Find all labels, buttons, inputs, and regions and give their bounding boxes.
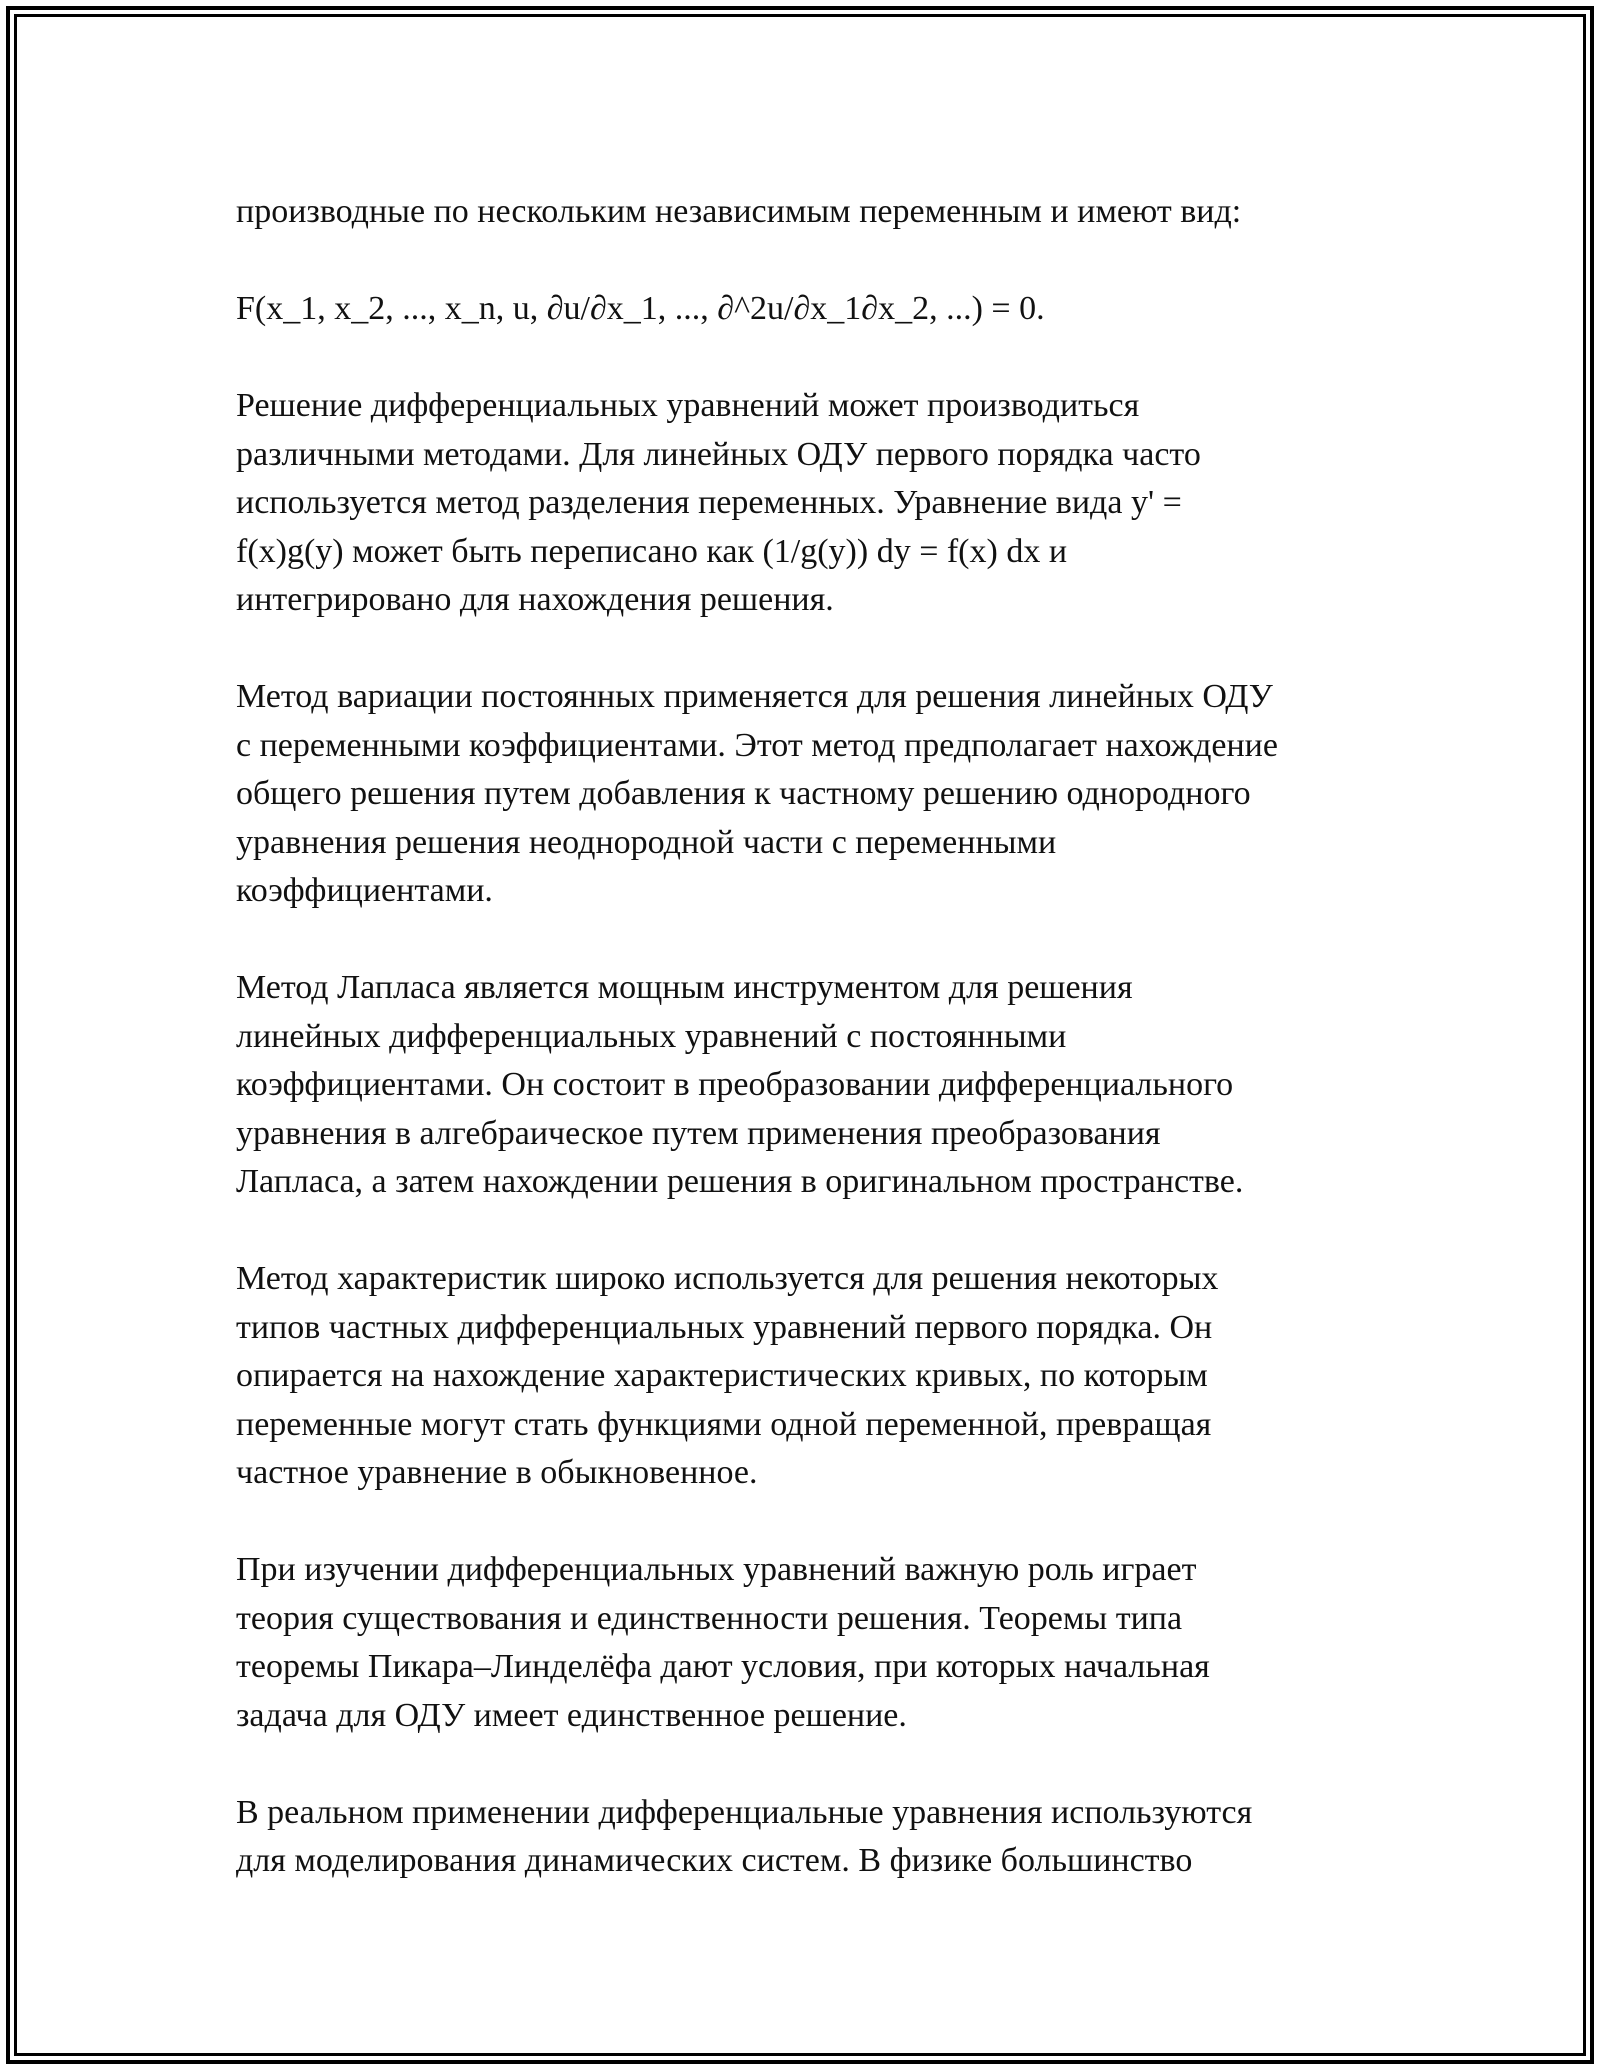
text-line: переменные могут стать функциями одной переменной, превращая bbox=[236, 1405, 1212, 1443]
paragraph-characteristics-method bbox=[236, 1255, 1376, 1498]
paragraph-pde-formula bbox=[236, 285, 1376, 334]
text-line: В реальном применении дифференциальные уравнения используются bbox=[236, 1793, 1253, 1831]
paragraph-laplace-method bbox=[236, 964, 1376, 1207]
text-line: типов частных дифференциальных уравнений первого порядка. Он bbox=[236, 1308, 1213, 1346]
text-line: задача для ОДУ имеет единственное решение. bbox=[236, 1696, 907, 1734]
document-body bbox=[236, 188, 1376, 1934]
text-line: теория существования и единственности решения. Теоремы типа bbox=[236, 1599, 1183, 1637]
text-line: для моделирования динамических систем. В физике большинство bbox=[236, 1842, 1193, 1879]
text-line: уравнения решения неоднородной части с переменными bbox=[236, 823, 1057, 861]
paragraph-separation-of-variables bbox=[236, 382, 1376, 625]
text-line: уравнения в алгебраическое путем применения преобразования bbox=[236, 1114, 1161, 1152]
text-line: коэффициентами. bbox=[236, 872, 493, 909]
text-line: При изучении дифференциальных уравнений важную роль играет bbox=[236, 1551, 1197, 1588]
text-line: Лапласа, а затем нахождении решения в оригинальном пространстве. bbox=[236, 1163, 1244, 1200]
paragraph-applications bbox=[236, 1789, 1376, 1886]
text-line: Решение дифференциальных уравнений может производиться bbox=[236, 387, 1140, 424]
text-line: коэффициентами. Он состоит в преобразовании дифференциального bbox=[236, 1066, 1234, 1103]
text-line: производные по нескольким независимым переменным и имеют вид: bbox=[236, 193, 1242, 230]
text-line: Метод характеристик широко используется для решения некоторых bbox=[236, 1260, 1219, 1297]
text-line: общего решения путем добавления к частному решению однородного bbox=[236, 775, 1251, 812]
paragraph-variation-of-constants bbox=[236, 673, 1376, 916]
paragraph-existence-uniqueness bbox=[236, 1546, 1376, 1740]
text-line: Метод Лапласа является мощным инструментом для решения bbox=[236, 969, 1133, 1006]
text-line: частное уравнение в обыкновенное. bbox=[236, 1454, 758, 1491]
text-line: опирается на нахождение характеристических кривых, по которым bbox=[236, 1357, 1208, 1394]
paragraph-pde-intro bbox=[236, 188, 1376, 237]
text-line: f(x)g(y) может быть переписано как (1/g(y)) dy = f(x) dx и bbox=[236, 532, 1068, 570]
formula-line: F(x_1, x_2, ..., x_n, u, ∂u/∂x_1, ..., ∂^2u/∂x_1∂x_2, ...) = 0. bbox=[236, 290, 1045, 327]
text-line: с переменными коэффициентами. Этот метод предполагает нахождение bbox=[236, 726, 1278, 764]
text-line: линейных дифференциальных уравнений с постоянными bbox=[236, 1017, 1067, 1055]
text-line: используется метод разделения переменных. Уравнение вида y' = bbox=[236, 484, 1182, 521]
text-line: интегрировано для нахождения решения. bbox=[236, 581, 834, 618]
text-line: различными методами. Для линейных ОДУ первого порядка часто bbox=[236, 435, 1201, 473]
text-line: Метод вариации постоянных применяется для решения линейных ОДУ bbox=[236, 678, 1273, 715]
text-line: теоремы Пикара–Линделёфа дают условия, при которых начальная bbox=[236, 1648, 1210, 1685]
